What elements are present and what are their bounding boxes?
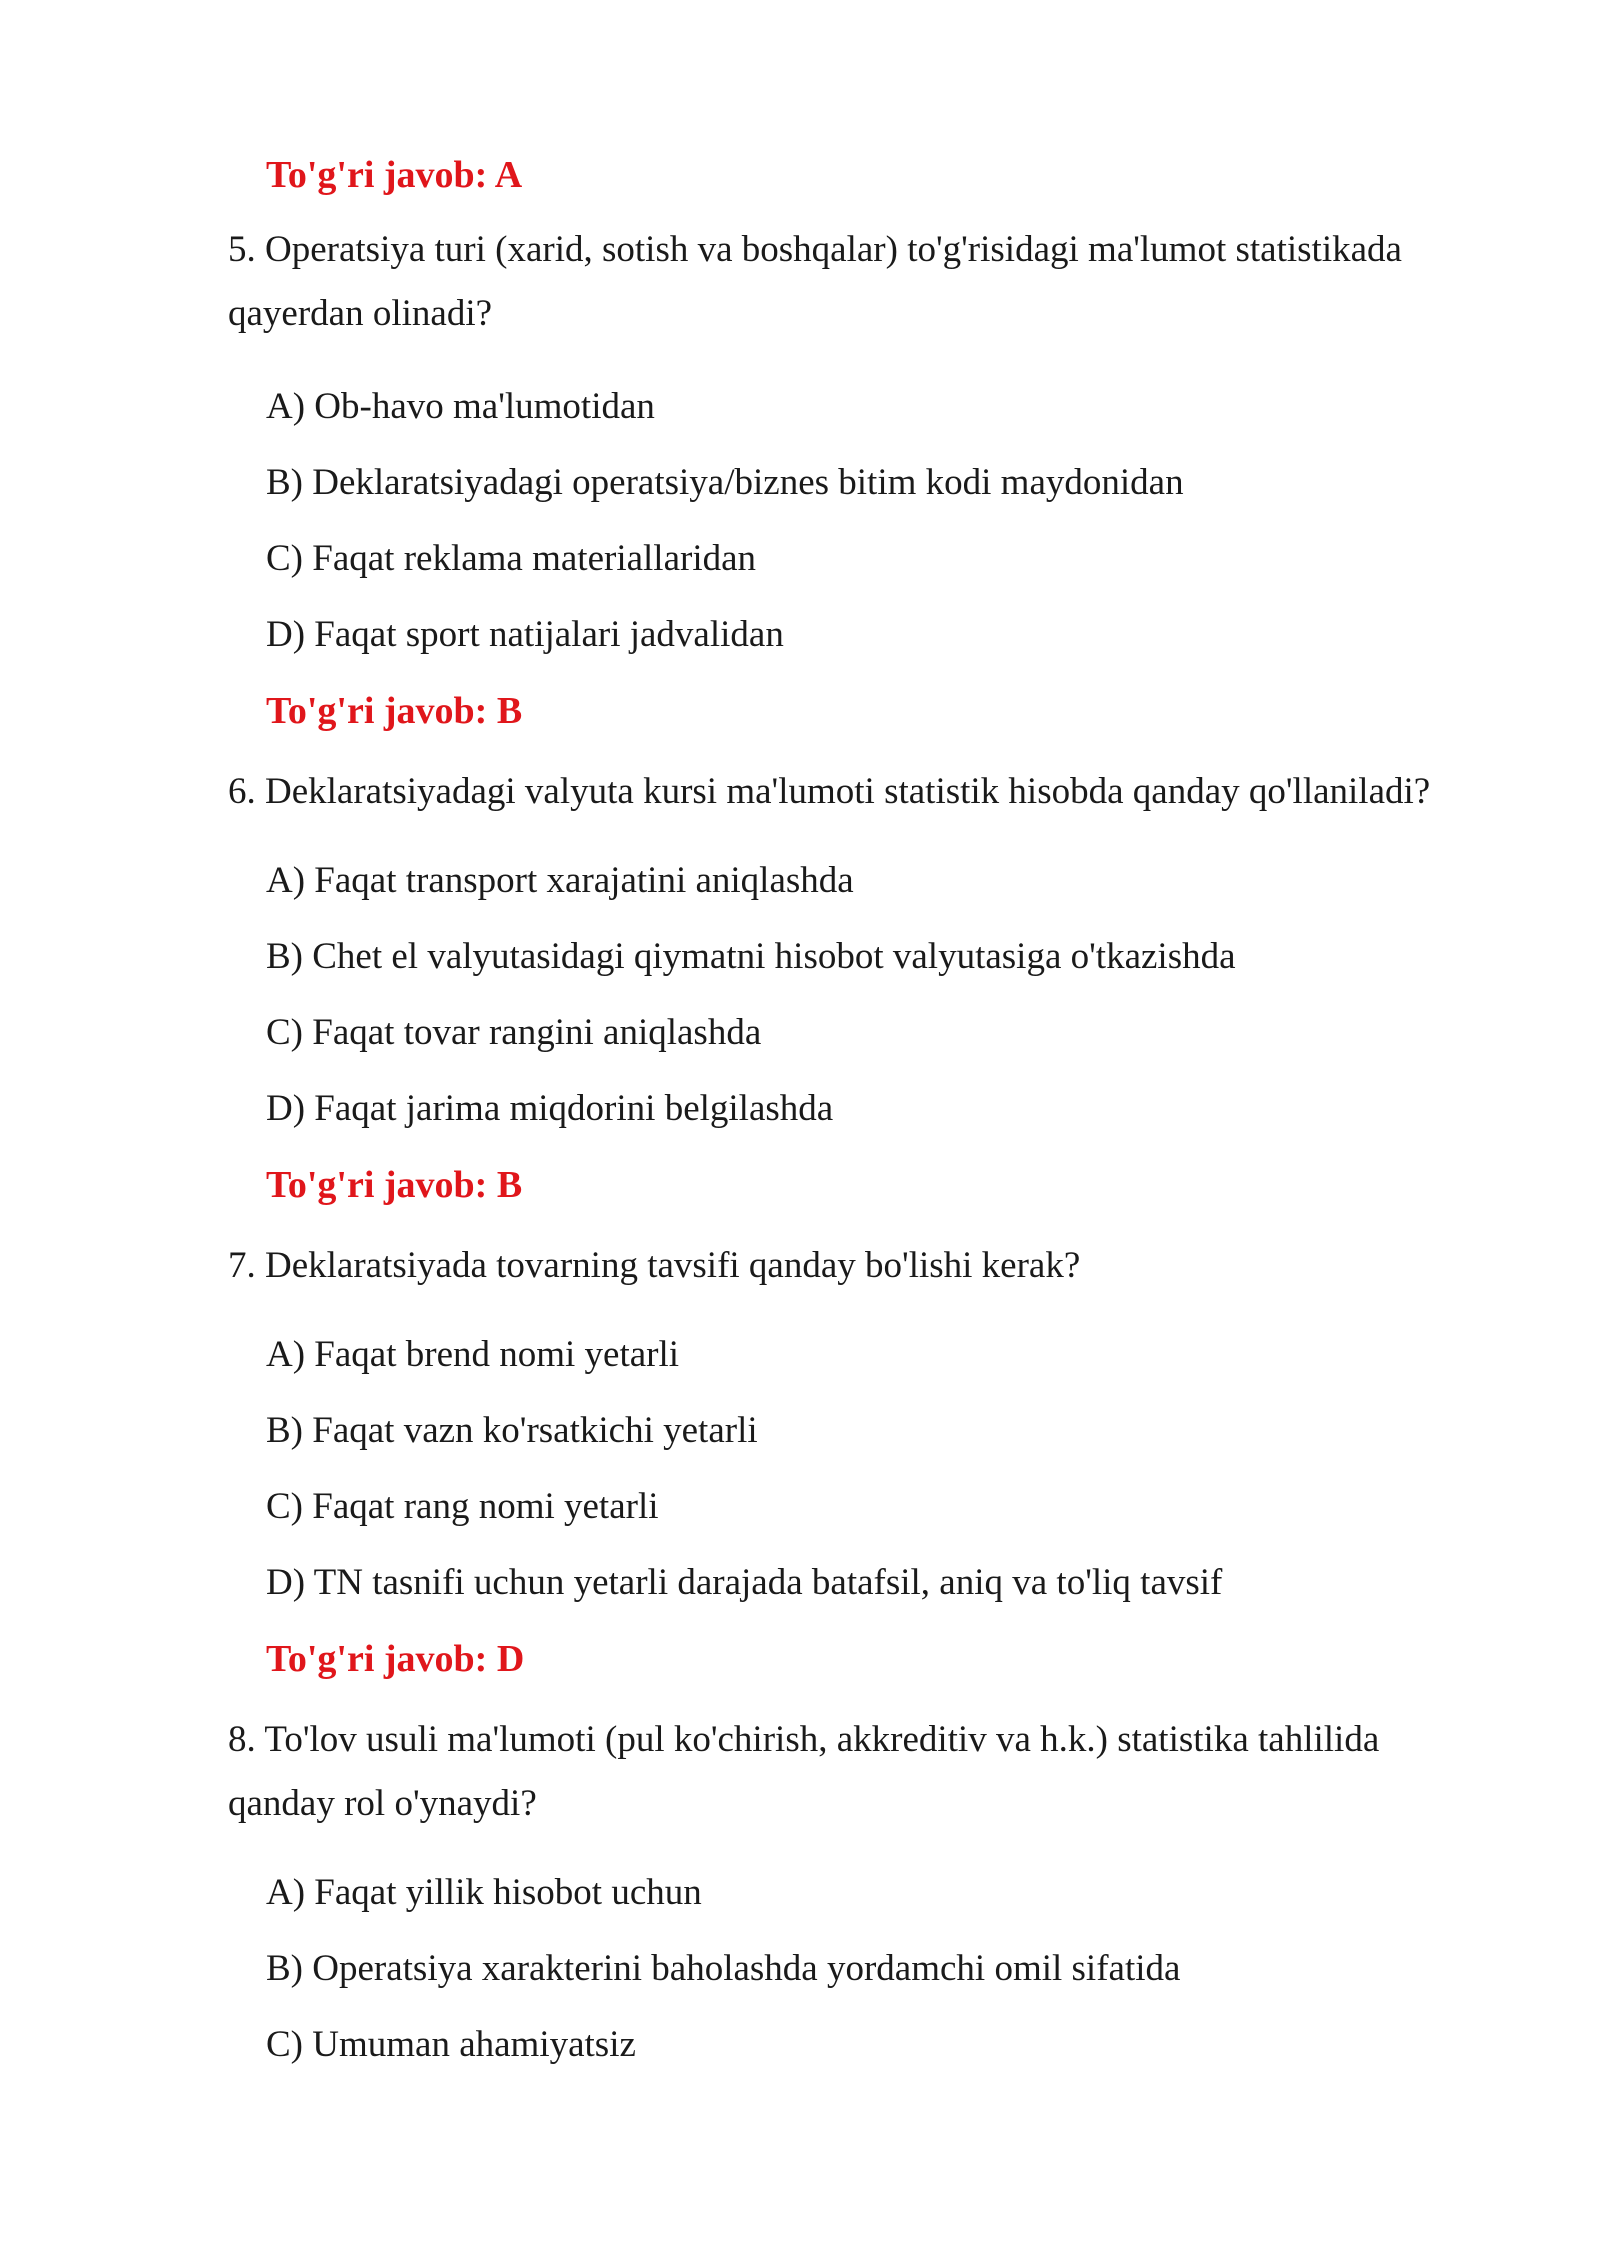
- q6-option-a: A) Faqat transport xarajatini aniqlashda: [266, 860, 854, 901]
- q7-option-d: D) TN tasnifi uchun yetarli darajada batafsil, aniq va to'liq tavsif: [266, 1562, 1223, 1603]
- q5-option-c: C) Faqat reklama materiallaridan: [266, 538, 757, 579]
- q8-option-c: C) Umuman ahamiyatsiz: [266, 2024, 636, 2065]
- q7-option-a: A) Faqat brend nomi yetarli: [266, 1334, 680, 1375]
- q6-option-b: B) Chet el valyutasidagi qiymatni hisobot valyutasiga o'tkazishda: [266, 936, 1236, 977]
- q7-option-b: B) Faqat vazn ko'rsatkichi yetarli: [266, 1410, 758, 1451]
- q8-option-b: B) Operatsiya xarakterini baholashda yordamchi omil sifatida: [266, 1948, 1181, 1989]
- question-6: 6. Deklaratsiyadagi valyuta kursi ma'lumoti statistik hisobda qanday qo'llaniladi?: [228, 771, 1431, 812]
- q6-option-d: D) Faqat jarima miqdorini belgilashda: [266, 1088, 834, 1129]
- q5-option-b: B) Deklaratsiyadagi operatsiya/biznes bitim kodi maydonidan: [266, 462, 1184, 503]
- q6-option-c: C) Faqat tovar rangini aniqlashda: [266, 1012, 762, 1053]
- correct-answer-q4: To'g'ri javob: A: [266, 154, 523, 196]
- question-8: 8. To'lov usuli ma'lumoti (pul ko'chirish, akkreditiv va h.k.) statistika tahlilida qanday rol o'ynaydi?: [228, 1719, 1380, 1824]
- q8-option-a: A) Faqat yillik hisobot uchun: [266, 1872, 702, 1913]
- q7-option-c: C) Faqat rang nomi yetarli: [266, 1486, 659, 1527]
- correct-answer-q5: To'g'ri javob: B: [266, 690, 523, 732]
- question-5: 5. Operatsiya turi (xarid, sotish va boshqalar) to'g'risidagi ma'lumot statistikada qayerdan olinadi?: [228, 229, 1402, 334]
- q5-option-d: D) Faqat sport natijalari jadvalidan: [266, 614, 784, 655]
- correct-answer-q7: To'g'ri javob: D: [266, 1638, 525, 1680]
- q5-option-a: A) Ob-havo ma'lumotidan: [266, 386, 655, 427]
- question-7: 7. Deklaratsiyada tovarning tavsifi qanday bo'lishi kerak?: [228, 1245, 1081, 1286]
- correct-answer-q6: To'g'ri javob: B: [266, 1164, 523, 1206]
